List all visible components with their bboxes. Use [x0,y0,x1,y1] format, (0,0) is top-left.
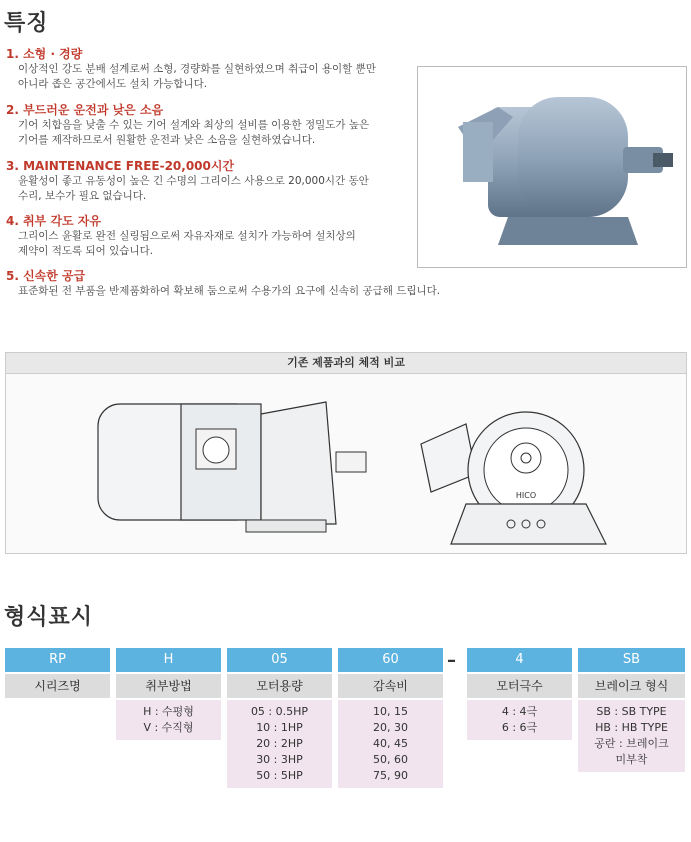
drawing-label: HICO [515,491,537,500]
feature-title: 5. 신속한 공급 [6,269,86,283]
model-code: 05 [227,648,332,672]
feature-item [6,46,426,92]
model-code: SB [578,648,685,672]
model-separator: – [447,650,456,671]
model-values: 05 : 0.5HP 10 : 1HP 20 : 2HP 30 : 3HP 50 : 5HP [227,700,332,788]
feature-item [6,268,666,299]
model-column [578,648,685,772]
model-column [467,648,572,740]
feature-desc: 윤활성이 좋고 유동성이 높은 긴 수명의 그리이스 사용으로 20,000시간 동안 수리, 보수가 필요 없습니다. [18,175,369,202]
features-heading: 특징 [4,11,49,36]
feature-title: 1. 소형 · 경량 [6,47,83,61]
comparison-title: 기존 제품과의 체적 비교 [6,353,686,374]
comparison-drawing [6,374,686,552]
model-code: RP [5,648,110,672]
feature-title: 3. MAINTENANCE FREE-20,000시간 [6,159,235,173]
model-heading: 형식표시 [4,605,94,630]
feature-item [6,213,426,259]
model-column [338,648,443,788]
feature-item [6,158,426,204]
model-values: 10, 15 20, 30 40, 45 50, 60 75, 90 [338,700,443,788]
model-column [227,648,332,788]
feature-item [6,102,426,148]
product-photo [417,66,687,268]
model-values: 4 : 4극 6 : 6극 [467,700,572,740]
feature-title: 4. 취부 각도 자유 [6,214,101,228]
feature-desc: 그리이스 윤활로 완전 실링됨으로써 자유자재로 설치가 가능하여 설치상의 제약이 적도록 되어 있습니다. [18,230,356,257]
feature-desc: 기어 치합음을 낮출 수 있는 기어 설계와 최상의 설비를 이용한 정밀도가 높은 기어를 제작하므로서 원활한 운전과 낮은 소음을 실현하였습니다. [18,119,370,146]
model-label: 모터극수 [467,674,572,698]
model-values: SB : SB TYPE HB : HB TYPE 공란 : 브레이크 미부착 [578,700,685,772]
model-code: 60 [338,648,443,672]
feature-title: 2. 부드러운 운전과 낮은 소음 [6,103,164,117]
model-values: H : 수평형 V : 수직형 [116,700,221,740]
model-column [5,648,110,698]
model-label: 브레이크 형식 [578,674,685,698]
model-code: 4 [467,648,572,672]
model-label: 시리즈명 [5,674,110,698]
model-label: 감속비 [338,674,443,698]
model-label: 취부방법 [116,674,221,698]
feature-desc: 이상적인 강도 분배 설계로써 소형, 경량화를 실현하였으며 취급이 용이할 뿐만 아니라 좁은 공간에서도 설치 가능합니다. [18,63,376,90]
model-label: 모터용량 [227,674,332,698]
model-code: H [116,648,221,672]
comparison-panel [5,352,687,554]
model-column [116,648,221,740]
feature-desc: 표준화된 전 부품을 반제품화하여 확보해 둠으로써 수용가의 요구에 신속히 공급해 드립니다. [18,285,441,297]
